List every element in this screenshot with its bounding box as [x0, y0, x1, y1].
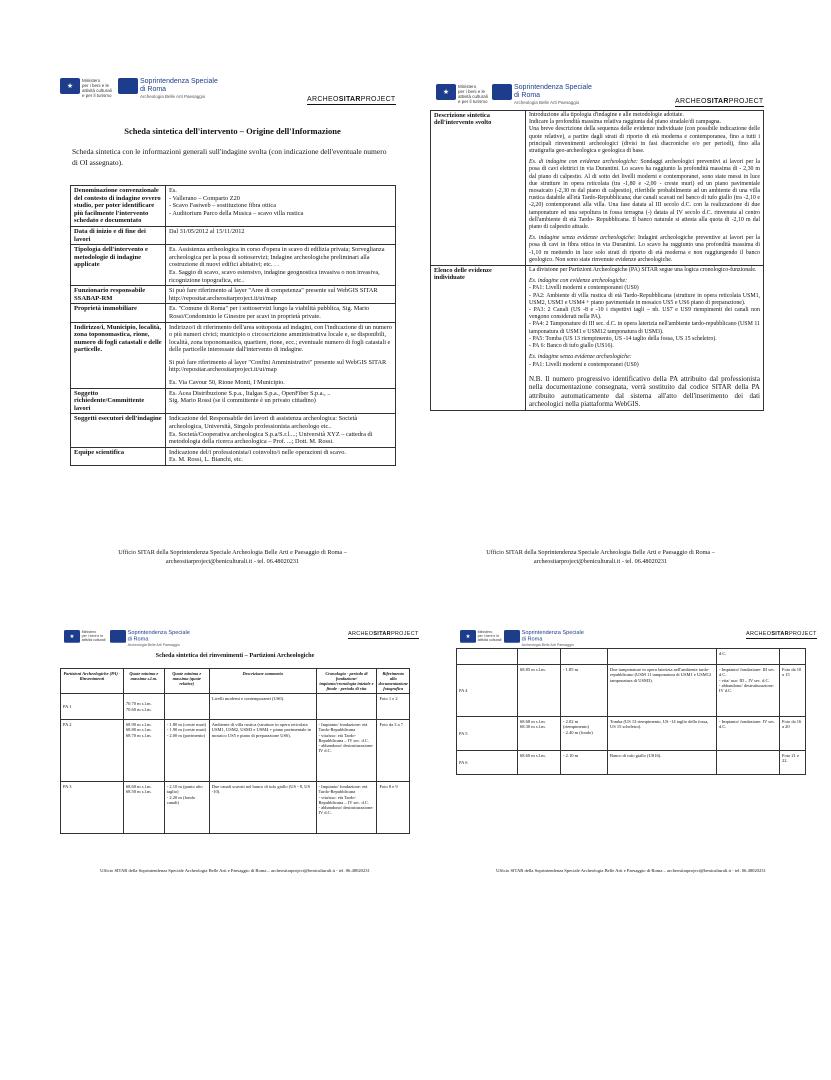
list-item: - PA3: 2 Canali (US -8 e -10 i rispettivi tagli – nb. US7 e US9 riempimenti dei canali non vengono considerati nella PA). — [529, 307, 760, 321]
cell-foto: Foto da 16 a 20 — [780, 717, 806, 751]
ministero-logo — [436, 84, 488, 104]
value-line: Es. Assistenza archeologica in corso d'opera in scavo di edilizia privata; Sorveglianza archeologica per la posa di sottoservizi; Indagine archeologiche preliminari alla costruzione di nuovi edifici abitativi; etc. . . — [169, 246, 385, 269]
footer-line: Ufficio SITAR della Soprintendenza Speciale Archeologia Belle Arti e Paesaggio di Roma – — [486, 549, 715, 556]
list-item: - PA1: Livelli moderni e contemporanei (US0) — [529, 361, 639, 368]
ministero-line: Ministero — [81, 630, 97, 634]
table-row — [71, 286, 396, 304]
archeositar-logo — [348, 631, 419, 639]
example-text: Indagini archeologiche preventive ai lavori per la posa di cavi in fibra ottica in via Durantini. Lo scavo ha raggiunto una profondità massima di -1,10 m mettendo in luce solo strati di riporto di età moderna e non raggiungendo il banco geologico. Non sono state rinvenute evidenze archeologiche. — [529, 235, 760, 263]
value-line: Indicazione del/i professionista/i coinvolto/i nelle operazioni di scavo. — [169, 448, 346, 456]
table-row — [61, 694, 410, 720]
row-key: Tipologia dell'intervento e metodologie di indagine applicate — [71, 245, 166, 286]
ministero-line: e per il turismo — [458, 99, 488, 104]
value-line: Indirizzo/i di riferimento dell'area sottoposta ad indagini, con l'indicazione di un numero o più numeri civici; municipio o circoscrizione amministrativa locale e, se disponibili, località, zona toponomastica, quartiere, rione, ecc.; eventuale numero di fogli catastali e delle particelle interessate dall'intervento di indagine. — [169, 323, 392, 354]
value-line: Indicazione del Responsabile dei lavori di assistenza archeologica: Società archeologica, Università, Singolo professionista archeologo etc.. — [169, 415, 358, 431]
sitar-bold: SITAR — [771, 631, 789, 637]
value-line: - Vallerano – Comparto Z20 — [169, 194, 240, 202]
row-value — [166, 388, 396, 414]
ministero-line: attività culturali — [477, 638, 502, 642]
value-line: Es. Saggio di scavo, scavo estensivo, indagine geognostica invasiva o non invasiva, ricognizione topografica, etc.. — [169, 268, 380, 284]
sitar-bold: SITAR — [338, 96, 361, 103]
page-4 — [456, 628, 817, 878]
sitar-pre: ARCHEO — [675, 98, 707, 105]
sitar-pre: ARCHEO — [348, 631, 374, 637]
sitar-post: PROJECT — [360, 96, 396, 103]
cell-rel: - 2.10 m — [561, 751, 608, 775]
sitar-post: PROJECT — [728, 98, 764, 105]
col-header-rel: Quote minima e massima (quote relative) — [164, 669, 209, 694]
soprintendenza-emblem-icon — [504, 630, 520, 643]
row-value — [166, 304, 396, 322]
cell-slm: 68.90 m s.l.m. 68.80 m s.l.m. 68.70 m s.l.m. — [123, 720, 164, 782]
table-header — [61, 669, 410, 694]
table-row — [457, 717, 806, 751]
value-line: - Scavo Fastweb – sostituzione fibra ottica — [169, 202, 277, 210]
ministero-star-icon: ★ — [60, 78, 80, 94]
findings-table-continued — [456, 648, 806, 775]
value-line: Es. — [169, 187, 177, 194]
list-item: - PA5: Tomba (US 13 riempimento, US -14 taglio della fossa, US 15 scheletro). — [529, 335, 717, 342]
table-row — [457, 665, 806, 717]
row-value — [526, 266, 764, 411]
page-title: Scheda sintetica dei rinvenimenti – Partizioni Archeologiche — [155, 652, 315, 659]
cell-foto — [780, 649, 806, 665]
row-value — [166, 447, 396, 465]
soprintendenza-logo — [110, 630, 190, 647]
cell-foto: Foto 21 e 22. — [780, 751, 806, 775]
col-header-pa: Partizioni Archeologiche (PA) - Rinvenimenti — [61, 669, 124, 694]
sop-title: Soprintendenza Speciale — [521, 630, 584, 636]
archeositar-logo — [746, 631, 817, 639]
footer-line: archeositarproject@beniculturali.it - tel. 06.48020231 — [165, 558, 300, 565]
cell-desc — [608, 649, 717, 665]
value-line: Dal 31/05/2012 al 15/11/2012 — [169, 227, 245, 235]
example-label: Es. indagine senza evidenze archeologiche: — [529, 354, 632, 361]
cell-desc: Due tamponature in opera laterizia nell'ambiente tardo-repubblicano (USM 11 tamponatura di USM1 e USM12 tamponatura di USM3). — [608, 665, 717, 717]
cell-pa: PA 4 — [457, 665, 518, 717]
ministero-logo — [64, 630, 105, 643]
row-key: Elenco delle evidenze individuate — [431, 266, 526, 411]
cell-desc: Banco di tufo giallo (US16). — [608, 751, 717, 775]
cell-rel — [561, 649, 608, 665]
cell-rel: - 2.10 m (punto alto taglio) - 2.20 m (fondo canali) — [164, 782, 209, 834]
cell-slm: 68.60 m s.l.m. — [518, 751, 561, 775]
value-line: La divisione per Partizioni Archeologiche (PA) SITAR segue una logica cronologico-funzionale. — [529, 267, 757, 274]
cell-slm: 68.85 m s.l.m. — [518, 665, 561, 717]
page-footer — [428, 548, 773, 566]
cell-pa — [457, 649, 518, 665]
row-key: Denominazione convenzionale del contesto di indagine ovvero studio, per poter identificare più facilmente l'intervento schedato e documentato — [71, 186, 166, 227]
page-2 — [428, 70, 773, 575]
sitar-pre: ARCHEO — [746, 631, 772, 637]
row-key: Funzionario responsabile SSABAP-RM — [71, 286, 166, 304]
row-value — [526, 111, 764, 266]
row-value — [166, 286, 396, 304]
value-line: Es. "Comune di Roma" per i sottoservizi lungo la viabilità pubblica, Sig. Mario Rossi/Condominio le Ginestre per scavi in proprietà private. — [169, 305, 370, 320]
sop-sub: Archeologia Belle Arti Paesaggio — [140, 94, 206, 99]
soprintendenza-logo — [118, 78, 218, 99]
cell-pa: PA 5 — [457, 717, 518, 751]
cell-pa: PA 3 — [61, 782, 124, 834]
page-footer: Ufficio SITAR della Soprintendenza Speciale Archeologia Belle Arti e Paesaggio di Roma – archeositarproject@beniculturali.it - tel. 06.48020231 — [496, 868, 766, 873]
sitar-post: PROJECT — [390, 631, 419, 637]
ministero-line: e per il turismo — [82, 93, 112, 98]
row-key: Data di inizio e di fine dei lavori — [71, 226, 166, 244]
sop-sub: Archeologia Belle Arti Paesaggio — [514, 100, 580, 105]
value-line: Si può fare riferimento al layer "Confini Amministrativi" presente sul WebGIS SITAR http://repositar.archeositarproject.it/ui/map — [169, 358, 387, 374]
row-key: Indirizzo/i, Municipio, località, zona toponomastica, rione, numero di fogli catastali e delle particelle. — [71, 322, 166, 388]
cell-chron: - Impianto/ fondazione: età Tardo-Repubblicana - vita/uso: età Tardo-Repubblicana – IV sec. d.C. - abbandono/ destrutturazione: IV d.C. — [316, 720, 377, 782]
row-key: Equipe scientifica — [71, 447, 166, 465]
ministero-line: per i beni e le — [81, 634, 104, 638]
row-value — [166, 322, 396, 388]
cell-desc: Due canali scavati nel banco di tufo giallo (US - 8, US -10). — [209, 782, 316, 834]
col-header-desc: Descrizione sommaria — [209, 669, 316, 694]
ministero-logo — [60, 78, 112, 98]
page-footer — [60, 548, 405, 566]
sop-sub: Archeologia Belle Arti Paesaggio — [127, 642, 180, 647]
ministero-star-icon: ★ — [460, 630, 476, 643]
example-label: Es. di indagine con evidenze archeologiche: — [529, 159, 638, 166]
col-header-slm: Quote minima e massima s.l.m. — [123, 669, 164, 694]
ministero-line: attività culturali — [81, 638, 106, 642]
sop-city: di Roma — [514, 92, 541, 99]
table-row — [71, 186, 396, 227]
value-line: Sig. Mario Rossi (se il committente è un privato cittadino) — [169, 397, 316, 405]
soprintendenza-emblem-icon — [110, 630, 126, 643]
ministero-star-icon: ★ — [436, 84, 456, 100]
cell-foto: Foto 1 e 2 — [377, 694, 410, 720]
example-label: Es. indagine senza evidenze archeologiche: — [529, 235, 636, 242]
value-line: Una breve descrizione della sequenza delle evidenze individuate (con possibile indicazione delle quote relative), a partire dagli strati di riporto di età moderna e contemporanea, fino a tutti i principali rinvenimenti archeologici (divisi in fasi diacroniche e/o per periodi), fino alla stratigrafia geo-archeologica e geologica di base. — [529, 126, 760, 155]
soprintendenza-emblem-icon — [118, 78, 138, 94]
table-row — [457, 751, 806, 775]
value-line: Es. M. Rossi, L. Bianchi, etc. — [169, 456, 243, 464]
sop-sub: Archeologia Belle Arti Paesaggio — [521, 642, 574, 647]
sitar-post: PROJECT — [788, 631, 817, 637]
table-row — [61, 782, 410, 834]
sop-title: Soprintendenza Speciale — [127, 630, 190, 636]
value-line: Es. Società/Cooperativa archeologica S.p.a/S.r.l....; Università XYZ – cattedra di metodologia della ricerca archeologica – Prof. ...; Dott. M. Rossi. — [169, 430, 373, 446]
ministero-line: per i beni e le — [477, 634, 500, 638]
nb-note: N.B. Il numero progressivo identificativo della PA attribuito dal professionista nella documentazione consegnata, verrà sostituito dal codice SITAR della PA attribuito automaticamente dal sistema all'atto dell'inserimento dei dati archeologici nella piattaforma WebGIS. — [529, 374, 760, 409]
row-key: Proprietà immobiliare — [71, 304, 166, 322]
page-title: Scheda sintetica dell'intervento – Origine dell'Informazione — [124, 126, 341, 136]
info-table — [70, 185, 396, 466]
value-line: Es. Via Cavour 50, Rione Monti, I Municipio. — [169, 379, 285, 387]
cell-chron: - Impianto/ fondazione: età Tardo-Repubblicana - vita/uso: età Tardo-Repubblicana – IV sec. d.C. - abbandono/ destrutturazione: IV d.C. — [316, 782, 377, 834]
list-item: - PA2: Ambiente di villa rustica di età Tardo-Repubblicana (strutture in opera reticolata USM1, USM2, USM3 e USM4 + piano pavimentale in mosaico US5 e US6 piano di preparazione). — [529, 292, 760, 306]
table-row — [71, 322, 396, 388]
footer-line: archeositarproject@beniculturali.it - tel. 06.48020231 — [533, 558, 668, 565]
cell-desc: Ambiente di villa rustica (strutture in opera reticolata USM1, USM2, USM3 e USM4 + piano pavimentale in mosaico US5 e piano di preparazione US6). — [209, 720, 316, 782]
cell-rel — [164, 694, 209, 720]
row-value — [166, 245, 396, 286]
table-row — [71, 245, 396, 286]
table-row — [61, 720, 410, 782]
sop-city: di Roma — [127, 636, 149, 642]
ministero-line: per i beni e le — [458, 89, 486, 94]
table-row — [71, 414, 396, 447]
cell-rel: - 1.85 m — [561, 665, 608, 717]
ministero-line: attività culturali — [458, 94, 488, 99]
cell-chron: d.C. — [717, 649, 780, 665]
cell-chron: - Impianto/ fondazione: III sec. d.C. - vita/ uso: III – IV sec. d.C. - abbandono/ destrutturazione: IV d.C. — [717, 665, 780, 717]
page-footer: Ufficio SITAR della Soprintendenza Speciale Archeologia Belle Arti e Paesaggio di Roma – archeositarproject@beniculturali.it - tel. 06.48020231 — [100, 868, 370, 873]
list-item: - PA4: 2 Tamponature di III sec. d.C. in opera laterizia nell'ambiente tardo-repubblicano (USM 11 tamponatura di USM1 e USM12 tamponatura di USM3). — [529, 321, 760, 335]
cell-slm: 68.60 m s.l.m. 68.50 m s.l.m. — [123, 782, 164, 834]
value-line: - Auditorium Parco della Musica – scavo villa rustica — [169, 209, 304, 217]
page-3 — [60, 628, 419, 878]
ministero-line: Ministero — [477, 630, 493, 634]
cell-pa: PA 1 — [61, 694, 124, 720]
list-item: - PA1: Livelli moderni e contemporanei (US0) — [529, 285, 639, 292]
row-key: Soggetto richiedente/Committente lavori — [71, 388, 166, 414]
description-table — [430, 110, 764, 411]
col-header-chron: Cronologia - periodo di fondazione/ impianto/cronologia iniziale e finale - periodo di vita — [316, 669, 377, 694]
cell-slm: 70.70 m s.l.m. 70.60 m s.l.m. — [123, 694, 164, 720]
ministero-star-icon: ★ — [64, 630, 80, 643]
cell-foto: Foto da 10 a 15 — [780, 665, 806, 717]
table-row — [71, 304, 396, 322]
archeositar-logo — [307, 96, 396, 105]
sop-city: di Roma — [140, 86, 167, 93]
table-row — [431, 111, 764, 266]
row-value — [166, 226, 396, 244]
value-line: Es. Acea Distribuzione S.p.a., Italgas S.p.a., OpenFiber S.p.a., .. — [169, 389, 331, 397]
sitar-bold: SITAR — [706, 98, 729, 105]
sop-title: Soprintendenza Speciale — [514, 84, 592, 91]
cell-chron: - Impianto/ fondazione: IV sec. d.C. — [717, 717, 780, 751]
ministero-line: Ministero — [82, 78, 101, 83]
value-line: Si può fare riferimento al layer "Aree di competenza" presente sul WebGIS SITAR http://repositar.archeositarproject.it/ui/map — [169, 287, 378, 302]
example-text: Sondaggi archeologici preventivi ai lavori per la posa di cavi elettrici in via Durantini. Lo scavo ha raggiunto la profondità massima di - 2,30 m dal piano di calpestio. Al di sotto dei livelli moderni e contemporanei, sono state messi in luce due strutture in opera reticolata (tra -1,80 e -2,00 - creste muri) ed un piano pavimentale mosaicato (-2,30 m dal piano di calpestio), riferibile probabilmente ad un ambiente di una villa rustica databile all'età Tardo-Repubblicana; due canali scavati nel banco di tufo giallo (tra -2,10 e -2,20) contemporanei alla villa. Una fase datata al III secolo d.C. con la realizzazione di due tamponature ed una sepoltura in fossa terragna (-) datata al IV secolo d.C. rinvenuta al centro dell'ambiente di età Tardo- Repubblicana. Il banco naturale si attesta alla quota di -2,10 m dal piano di calpestio attuale. — [529, 159, 760, 231]
soprintendenza-logo — [492, 84, 592, 105]
intro-text: Scheda sintetica con le informazioni generali sull'indagine svolta (con indicazione dell'eventuale numero di OI assegnato). — [72, 147, 387, 167]
cell-chron — [717, 751, 780, 775]
archeositar-logo — [675, 98, 764, 107]
row-value — [166, 186, 396, 227]
table-row — [71, 226, 396, 244]
row-value — [166, 414, 396, 447]
ministero-line: Ministero — [458, 84, 477, 89]
value-line: Introduzione alla tipologia d'indagine e alle metodologie adottate. — [529, 112, 684, 118]
cell-rel: - 2.02 m (riempimento) - 2.40 m (fondo) — [561, 717, 608, 751]
sitar-bold: SITAR — [373, 631, 391, 637]
cell-slm: 68.68 m s.l.m. 68.30 m s.l.m. — [518, 717, 561, 751]
footer-line: Ufficio SITAR della Soprintendenza Speciale Archeologia Belle Arti e Paesaggio di Roma – — [118, 549, 347, 556]
sop-title: Soprintendenza Speciale — [140, 78, 218, 85]
soprintendenza-logo — [504, 630, 584, 647]
table-row — [71, 388, 396, 414]
ministero-logo — [460, 630, 501, 643]
cell-foto: Foto 8 e 9 — [377, 782, 410, 834]
cell-foto: Foto da 3 a 7 — [377, 720, 410, 782]
page-1 — [60, 70, 405, 575]
row-key: Descrizione sintetica dell'intervento svolto — [431, 111, 526, 266]
cell-slm — [518, 649, 561, 665]
table-row — [71, 447, 396, 465]
cell-desc: Livelli moderni e contemporanei (US0). — [209, 694, 316, 720]
table-row — [457, 649, 806, 665]
row-key: Soggetti esecutori dell'indagine — [71, 414, 166, 447]
sop-city: di Roma — [521, 636, 543, 642]
findings-table — [60, 668, 410, 834]
example-paragraph — [529, 159, 760, 231]
sitar-pre: ARCHEO — [307, 96, 339, 103]
table-row — [431, 266, 764, 411]
col-header-foto: Riferimento alla documentazione fotografica — [377, 669, 410, 694]
cell-pa: PA 2 — [61, 720, 124, 782]
cell-chron — [316, 694, 377, 720]
cell-pa: PA 6 — [457, 751, 518, 775]
ministero-line: per i beni e le — [82, 83, 110, 88]
cell-rel: - 1.80 m (creste muri) - 1.90 m (creste muri) - 2.00 m (pavimento) — [164, 720, 209, 782]
ministero-line: attività culturali — [82, 88, 112, 93]
example-paragraph — [529, 235, 760, 264]
soprintendenza-emblem-icon — [492, 84, 512, 100]
cell-desc: Tomba (US 13 riempimento, US -14 taglio della fossa, US 15 scheletro). — [608, 717, 717, 751]
list-item: - PA 6: Banco di tufo giallo (US16). — [529, 343, 614, 350]
example-label: Es. indagine con evidenze archeologiche: — [529, 278, 628, 285]
value-line: Indicare la profondità massima relativa raggiunta dal piano stradale/di campagna. — [529, 119, 722, 126]
